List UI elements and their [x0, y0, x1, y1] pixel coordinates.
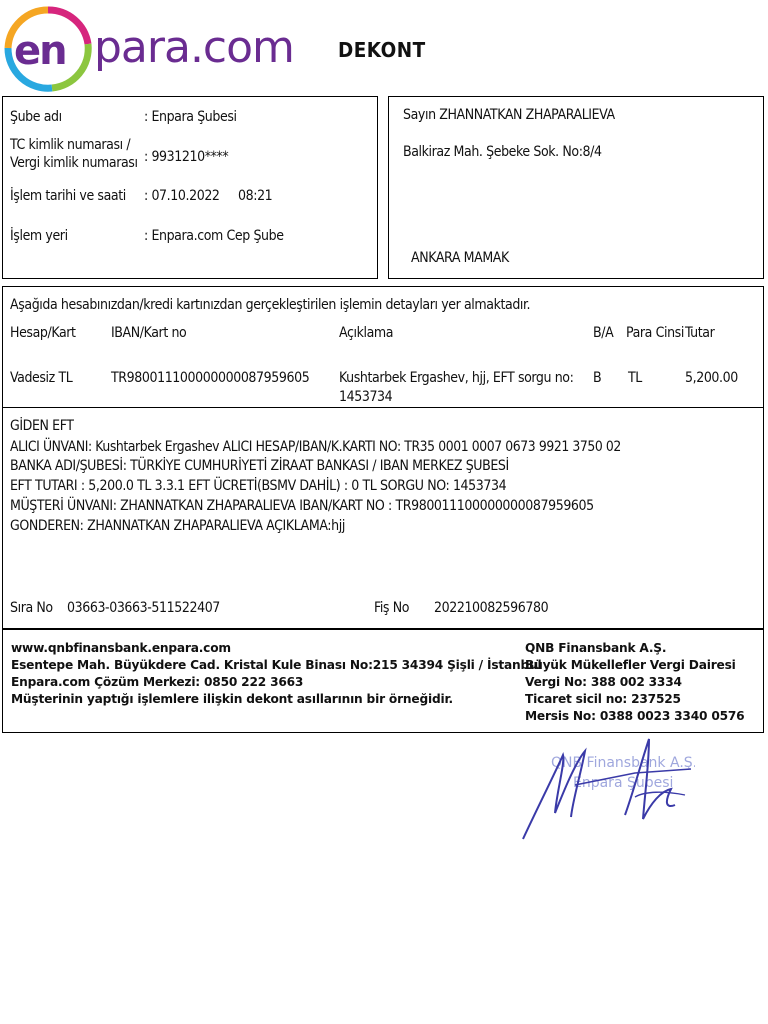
col-header-ba: B/A — [593, 325, 614, 341]
col-header-iban: IBAN/Kart no — [111, 325, 187, 341]
transaction-place-value: : Enpara.com Cep Şube — [144, 228, 284, 244]
sequence-no-label: Sıra No — [10, 600, 53, 616]
eft-line: GİDEN EFT — [10, 418, 74, 434]
col-header-account: Hesap/Kart — [10, 325, 76, 341]
eft-line: EFT TUTARI : 5,200.0 TL 3.3.1 EFT ÜCRETİ(BSMV DAHİL) : 0 TL SORGU NO: 1453734 — [10, 478, 507, 494]
enpara-logo — [2, 4, 294, 94]
recipient-address: Balkiraz Mah. Şebeke Sok. No:8/4 — [403, 144, 602, 160]
receipt-no-label: Fiş No — [374, 600, 410, 616]
footer-disclaimer: Müşterinin yaptığı işlemlere ilişkin dekont asıllarının bir örneğidir. — [11, 692, 453, 706]
transaction-date-label: İşlem tarihi ve saati — [10, 188, 126, 204]
tc-label-line2: Vergi kimlik numarası — [10, 155, 138, 171]
branch-label: Şube adı — [10, 109, 62, 125]
row-description-line1: Kushtarbek Ergashev, hjj, EFT sorgu no: — [339, 370, 574, 386]
document-title: DEKONT — [338, 38, 426, 62]
bank-stamp-signature — [515, 733, 695, 845]
transaction-details-box — [2, 286, 764, 408]
stamp-line-1: QNB Finansbank A.Ş. — [551, 755, 695, 771]
bank-footer-box — [2, 629, 764, 733]
logo-en-text: en — [14, 28, 66, 74]
recipient-city: ANKARA MAMAK — [411, 250, 509, 266]
logo-para-text: para.com — [94, 22, 294, 73]
row-ba: B — [593, 370, 602, 386]
footer-address: Esentepe Mah. Büyükdere Cad. Kristal Kule Binası No:215 34394 Şişli / İstanbul — [11, 658, 542, 672]
eft-line: MÜŞTERİ ÜNVANI: ZHANNATKAN ZHAPARALIEVA IBAN/KART NO : TR980011100000000087959605 — [10, 498, 594, 514]
sequence-no-value: 03663-03663-511522407 — [67, 600, 220, 616]
footer-mersis-no: Mersis No: 0388 0023 3340 0576 — [525, 709, 745, 723]
row-description-line2: 1453734 — [339, 389, 393, 405]
col-header-currency: Para Cinsi — [626, 325, 684, 341]
branch-info-box — [2, 96, 378, 279]
footer-tax-office: Büyük Mükellefler Vergi Dairesi — [525, 658, 736, 672]
transaction-date-value: : 07.10.2022 — [144, 188, 220, 204]
eft-line: ALICI ÜNVANI: Kushtarbek Ergashev ALICI HESAP/IBAN/K.KARTI NO: TR35 0001 0007 0673 9921 3750 02 — [10, 439, 621, 455]
stamp-line-2: Enpara Şubesi — [573, 775, 674, 791]
eft-line: BANKA ADI/ŞUBESİ: TÜRKİYE CUMHURİYETİ ZİRAAT BANKASI / IBAN MERKEZ ŞUBESİ — [10, 458, 509, 474]
eft-details-box — [2, 408, 764, 629]
col-header-amount: Tutar — [685, 325, 715, 341]
footer-support-phone: Enpara.com Çözüm Merkezi: 0850 222 3663 — [11, 675, 304, 689]
enpara-logo-mark — [2, 4, 94, 94]
tc-label-line1: TC kimlik numarası / — [10, 137, 131, 153]
footer-trade-registry: Ticaret sicil no: 237525 — [525, 692, 681, 706]
eft-line: GONDEREN: ZHANNATKAN ZHAPARALIEVA AÇIKLAMA:hjj — [10, 518, 345, 534]
footer-tax-no: Vergi No: 388 002 3334 — [525, 675, 682, 689]
recipient-box — [388, 96, 764, 279]
footer-website: www.qnbfinansbank.enpara.com — [11, 641, 231, 655]
row-account: Vadesiz TL — [10, 370, 73, 386]
recipient-name: Sayın ZHANNATKAN ZHAPARALIEVA — [403, 107, 615, 123]
receipt-no-value: 202210082596780 — [434, 600, 549, 616]
branch-value: : Enpara Şubesi — [144, 109, 237, 125]
row-amount: 5,200.00 — [685, 370, 738, 386]
transaction-time-value: 08:21 — [238, 188, 273, 204]
transaction-place-label: İşlem yeri — [10, 228, 68, 244]
row-currency: TL — [628, 370, 642, 386]
details-intro: Aşağıda hesabınızdan/kredi kartınızdan gerçekleştirilen işlemin detayları yer almaktadır. — [10, 297, 531, 313]
row-iban: TR980011100000000087959605 — [111, 370, 310, 386]
tc-value: : 9931210**** — [144, 149, 229, 165]
footer-bank-name: QNB Finansbank A.Ş. — [525, 641, 667, 655]
col-header-description: Açıklama — [339, 325, 394, 341]
